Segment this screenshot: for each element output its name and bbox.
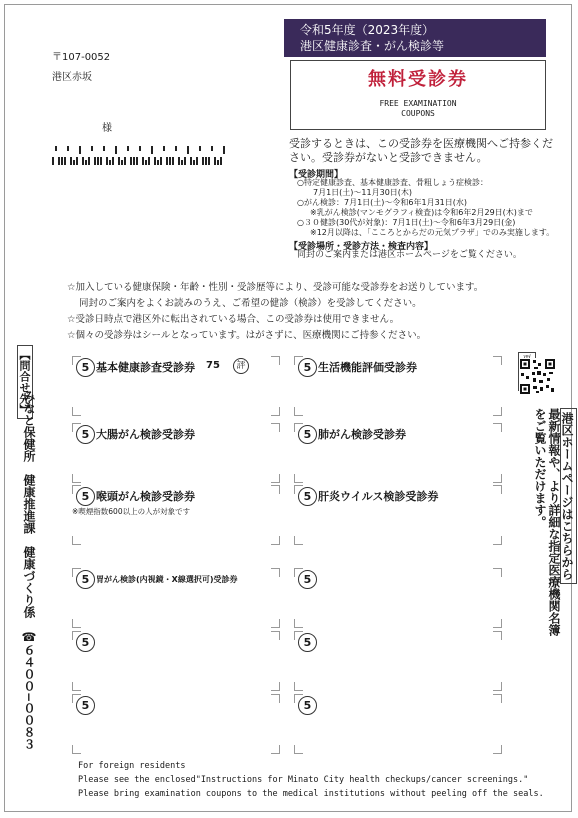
barcode-bar — [208, 157, 210, 165]
seal-number-badge: 5 — [298, 696, 317, 715]
barcode-bar — [217, 160, 219, 165]
coupon-seal[interactable] — [76, 425, 276, 481]
seal-cut-mark — [294, 407, 303, 416]
seal-price: 75 — [206, 360, 220, 371]
seal-label: 基本健康診査受診券 — [96, 361, 195, 374]
seal-cut-mark — [271, 694, 280, 703]
homepage-info — [533, 408, 561, 778]
barcode-bar — [79, 146, 81, 154]
barcode-bar — [67, 146, 69, 151]
period-line: ○特定健康診査、基本健康診査、骨粗しょう症検診： — [297, 178, 488, 187]
coupon-seal[interactable] — [298, 425, 498, 481]
seal-cut-mark — [294, 682, 303, 691]
seal-cut-mark — [72, 682, 81, 691]
seal-number-badge: 5 — [76, 358, 95, 377]
barcode-bar — [55, 146, 57, 151]
seal-cut-mark — [493, 568, 502, 577]
bring-coupon-notice: 受診するときは、この受診券を医療機関へご持参ください。受診券がないと受診できません。 — [289, 137, 553, 164]
foreign-instructions: Please see the enclosed"Instructions for Minato City health checkups/cancer screenings." — [78, 775, 529, 785]
foreign-bring-coupons: Please bring examination coupons to the medical institutions without peeling off the seals. — [78, 789, 544, 799]
seal-cut-mark — [271, 423, 280, 432]
barcode-bar — [139, 146, 141, 151]
place-title: 【受診場所・受診方法・検査内容】 — [289, 242, 434, 252]
seal-label: 生活機能評価受診券 — [318, 361, 417, 374]
seal-cut-mark — [493, 682, 502, 691]
barcode-bar — [154, 157, 156, 165]
barcode-bar — [214, 157, 216, 165]
postal-barcode — [52, 146, 230, 154]
barcode-bar — [178, 157, 180, 165]
program-name: 港区健康診査・がん検診等 — [300, 39, 445, 53]
barcode-bar — [145, 160, 147, 165]
barcode-bar — [58, 157, 60, 165]
barcode-bar — [187, 146, 189, 154]
barcode-bar — [82, 157, 84, 165]
barcode-bar — [211, 146, 213, 151]
seal-label: 肺がん検診受診券 — [318, 428, 406, 441]
barcode-bar — [199, 146, 201, 151]
barcode-bar — [190, 157, 192, 165]
barcode-bar — [196, 157, 198, 165]
barcode-bar — [97, 157, 99, 165]
coupon-title: 無料受診券 — [368, 69, 468, 90]
barcode-bar — [193, 160, 195, 165]
barcode-bar — [175, 146, 177, 151]
barcode-bar — [142, 157, 144, 165]
barcode-bar — [181, 160, 183, 165]
barcode-bar — [61, 157, 63, 165]
barcode-bar — [109, 160, 111, 165]
seal-cut-mark — [271, 745, 280, 754]
coupon-seal[interactable] — [298, 358, 498, 414]
intro-line: ☆受診日時点で港区外に転出されている場合、この受診券は使用できません。 — [67, 314, 400, 325]
period-title: 【受診期間】 — [289, 170, 344, 180]
coupon-seal[interactable] — [76, 696, 276, 752]
seal-number-badge: 5 — [298, 487, 317, 506]
seal-cut-mark — [271, 474, 280, 483]
coupon-seal[interactable] — [298, 633, 498, 689]
barcode-bar — [115, 146, 117, 154]
barcode-bar — [103, 146, 105, 151]
coupon-title-box — [290, 60, 546, 130]
coupon-seal[interactable] — [298, 487, 498, 543]
intro-line: ☆加入している健康保険・年齢・性別・受診歴等により、受診可能な受診券をお送りしています。 — [67, 282, 484, 293]
barcode-bar — [70, 157, 72, 165]
seal-label: 胃がん検診(内視鏡・X線選択可)受診券 — [96, 575, 238, 584]
barcode-bar — [88, 157, 90, 165]
contact-label: 【問合せ先】 — [17, 345, 33, 419]
barcode-bar — [157, 160, 159, 165]
seal-cut-mark — [493, 694, 502, 703]
seal-cut-mark — [493, 745, 502, 754]
barcode-bar — [91, 146, 93, 151]
seal-label: 喉頭がん検診受診券 — [96, 490, 195, 503]
seal-cut-mark — [72, 536, 81, 545]
period-line: ※乳がん検診(マンモグラフィ検査)は令和6年2月29日(木)まで — [310, 208, 533, 217]
coupon-seal[interactable] — [76, 633, 276, 689]
qr-code-icon[interactable] — [519, 358, 556, 395]
barcode-bar — [166, 157, 168, 165]
period-line: ○３０健診(30代が対象)：7月1日(土)～令和6年3月29日(金) — [297, 218, 516, 227]
barcode-bar — [85, 160, 87, 165]
period-line: ○がん検診：7月1日(土)～令和6年1月31日(水) — [297, 198, 468, 207]
seal-label: 大腸がん検診受診券 — [96, 428, 195, 441]
barcode-bar — [127, 146, 129, 151]
barcode-bar — [73, 160, 75, 165]
seal-cut-mark — [271, 619, 280, 628]
barcode-bar — [151, 146, 153, 154]
seal-cut-mark — [271, 682, 280, 691]
coupon-subtitle-2: COUPONS — [401, 109, 435, 118]
seal-number-badge: 5 — [76, 425, 95, 444]
seal-label: 肝炎ウイルス検診受診券 — [318, 490, 439, 503]
barcode-bar — [106, 157, 108, 165]
seal-number-badge: 5 — [76, 570, 95, 589]
homepage-title: 港区ホームページはこちらから — [560, 408, 577, 584]
seal-cut-mark — [271, 356, 280, 365]
seal-cut-mark — [271, 631, 280, 640]
barcode-bar — [64, 157, 66, 165]
seal-cut-mark — [294, 619, 303, 628]
barcode-bar — [112, 157, 114, 165]
barcode-bar — [220, 157, 222, 165]
period-line: ※12月以降は、「こころとからだの元気プラザ」でのみ実施します。 — [310, 228, 555, 237]
seal-number-badge: 5 — [298, 425, 317, 444]
seal-number-badge: 5 — [76, 487, 95, 506]
coupon-seal[interactable] — [298, 696, 498, 752]
seal-cut-mark — [271, 407, 280, 416]
seal-number-badge: 5 — [76, 696, 95, 715]
place-text: 同封のご案内または港区ホームページをご覧ください。 — [297, 250, 522, 260]
intro-line: ☆個々の受診券はシールとなっています。はがさずに、医療機関にご持参ください。 — [67, 330, 427, 341]
seal-cut-mark — [294, 536, 303, 545]
barcode-bar — [118, 157, 120, 165]
foreign-heading: For foreign residents — [78, 761, 186, 771]
coupon-seal[interactable] — [76, 570, 276, 626]
barcode-bar — [133, 157, 135, 165]
seal-cut-mark — [294, 474, 303, 483]
barcode-bar — [148, 157, 150, 165]
seal-cut-mark — [72, 745, 81, 754]
period-line: 7月1日(土)～11月30日(木) — [313, 188, 413, 197]
barcode-bar — [223, 146, 225, 154]
homepage-body-1: 最新情報や、より詳細な指定医療機関名簿 — [547, 408, 561, 636]
contact-info: みなと保健所 健康推進課 健康づくり係 ☎６４００−００８３ — [22, 390, 36, 751]
barcode-bar — [121, 160, 123, 165]
seal-cut-mark — [271, 568, 280, 577]
coupon-subtitle-1: FREE EXAMINATION — [379, 99, 457, 108]
seal-cut-mark — [493, 631, 502, 640]
barcode-bar — [130, 157, 132, 165]
seal-cut-mark — [493, 474, 502, 483]
review-mark: 評 — [233, 358, 249, 374]
barcode-bar — [94, 157, 96, 165]
seal-cut-mark — [72, 619, 81, 628]
barcode-bar — [52, 157, 54, 165]
barcode-bar — [136, 157, 138, 165]
address-area: 港区赤坂 — [52, 72, 92, 83]
coupon-seal[interactable] — [76, 358, 276, 414]
barcode-bar — [163, 146, 165, 151]
coupon-seal[interactable] — [298, 570, 498, 626]
barcode-bar — [172, 157, 174, 165]
seal-note: ※喫煙指数600以上の人が対象です — [72, 507, 191, 516]
program-header — [284, 19, 546, 57]
seal-cut-mark — [493, 407, 502, 416]
seal-cut-mark — [271, 536, 280, 545]
postal-code: 〒107-0052 — [52, 52, 111, 63]
fiscal-year: 令和5年度（2023年度） — [300, 23, 435, 37]
seal-cut-mark — [493, 485, 502, 494]
seal-number-badge: 5 — [298, 633, 317, 652]
barcode-bar — [169, 157, 171, 165]
barcode-bar — [205, 157, 207, 165]
honorific: 様 — [102, 123, 112, 134]
seal-cut-mark — [493, 423, 502, 432]
seal-cut-mark — [493, 619, 502, 628]
seal-cut-mark — [271, 485, 280, 494]
seal-number-badge: 5 — [76, 633, 95, 652]
coupon-seal[interactable] — [72, 487, 276, 543]
seal-number-badge: 5 — [298, 358, 317, 377]
barcode-bar — [124, 157, 126, 165]
barcode-bar — [202, 157, 204, 165]
seal-cut-mark — [493, 356, 502, 365]
barcode-bar — [160, 157, 162, 165]
seal-cut-mark — [72, 474, 81, 483]
seal-cut-mark — [493, 536, 502, 545]
barcode-bar — [100, 157, 102, 165]
seal-number-badge: 5 — [298, 570, 317, 589]
intro-line: 同封のご案内をよくお読みのうえ、ご希望の健診（検診）を受診してください。 — [79, 298, 422, 309]
homepage-body-2: をご覧いただけます。 — [533, 408, 547, 528]
barcode-bar — [184, 157, 186, 165]
barcode-bar — [76, 157, 78, 165]
seal-cut-mark — [72, 407, 81, 416]
seal-cut-mark — [294, 745, 303, 754]
